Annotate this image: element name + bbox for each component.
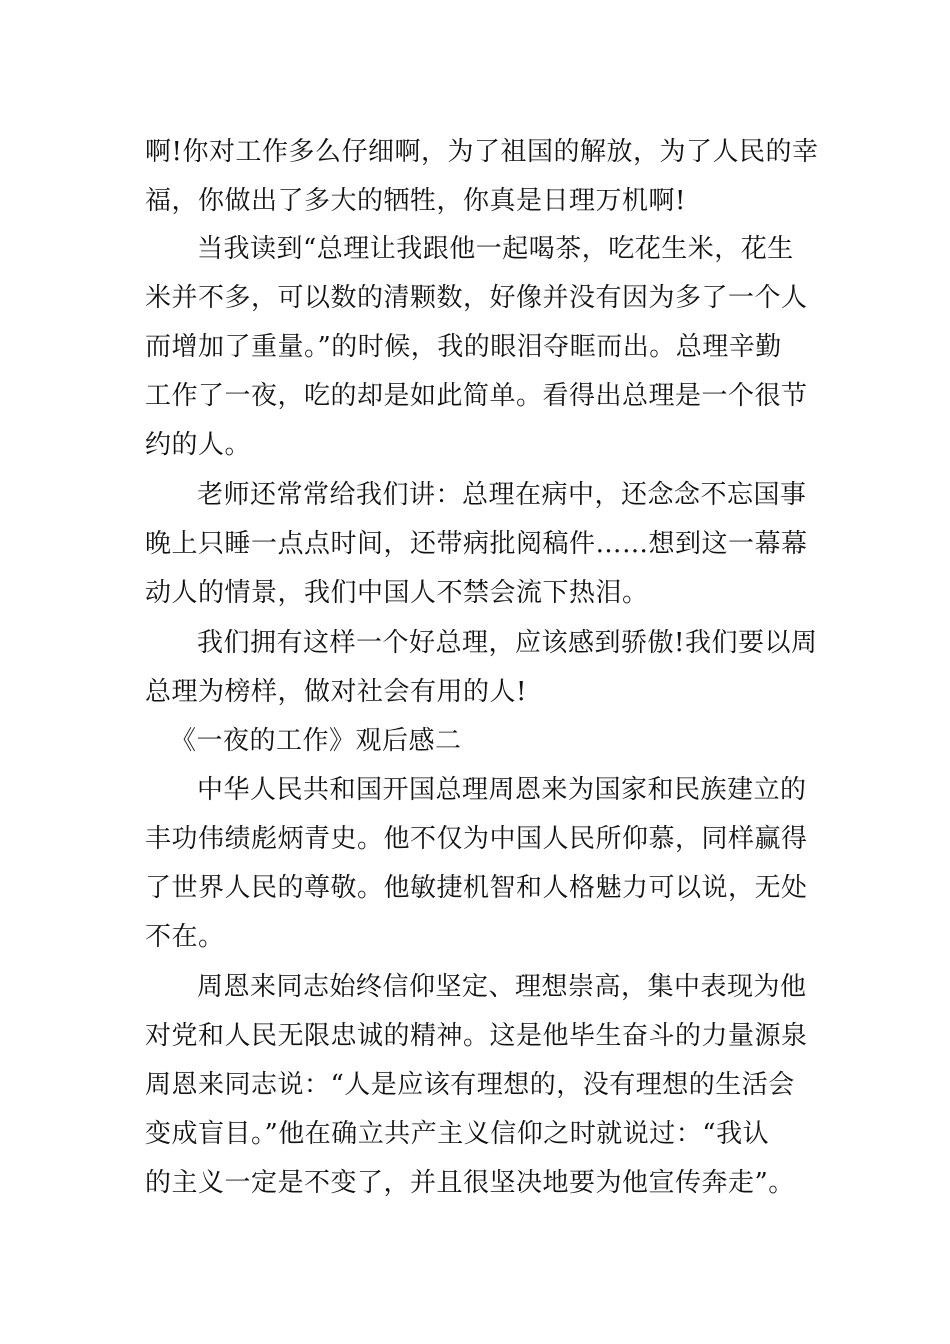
text-line: 米并不多，可以数的清颗数，好像并没有因为多了一个人 bbox=[145, 283, 808, 313]
text-line: 周恩来同志说：“人是应该有理想的，没有理想的生活会 bbox=[145, 1070, 795, 1100]
text-line: 动人的情景，我们中国人不禁会流下热泪。 bbox=[145, 578, 649, 608]
text-line: 变成盲目。”他在确立共产主义信仰之时就说过：“我认 bbox=[145, 1119, 770, 1149]
text-line: 周恩来同志始终信仰坚定、理想崇高，集中表现为他 bbox=[197, 972, 807, 1002]
text-line: 而增加了重量。”的时候，我的眼泪夺眶而出。总理辛勤 bbox=[145, 332, 782, 362]
text-line: 晚上只睡一点点时间，还带病批阅稿件……想到这一幕幕 bbox=[145, 529, 808, 559]
text-line: 老师还常常给我们讲：总理在病中，还念念不忘国事 bbox=[197, 480, 807, 510]
section-title: 《一夜的工作》观后感二 bbox=[170, 726, 462, 756]
text-line: 约的人。 bbox=[145, 430, 252, 460]
text-line: 当我读到“总理让我跟他一起喝茶，吃花生米，花生 bbox=[197, 234, 794, 264]
text-line: 对党和人民无限忠诚的精神。这是他毕生奋斗的力量源泉 bbox=[145, 1021, 808, 1051]
text-line: 了世界人民的尊敬。他敏捷机智和人格魅力可以说，无处 bbox=[145, 873, 808, 903]
text-line: 不在。 bbox=[145, 922, 225, 952]
text-line: 中华人民共和国开国总理周恩来为国家和民族建立的 bbox=[197, 775, 807, 805]
text-line: 总理为榜样，做对社会有用的人! bbox=[145, 677, 527, 707]
text-line: 工作了一夜，吃的却是如此简单。看得出总理是一个很节 bbox=[145, 381, 808, 411]
text-line: 丰功伟绩彪炳青史。他不仅为中国人民所仰慕，同样赢得 bbox=[145, 824, 808, 854]
text-line: 啊!你对工作多么仔细啊，为了祖国的解放，为了人民的幸 bbox=[145, 137, 819, 167]
text-line: 福，你做出了多大的牺牲，你真是日理万机啊! bbox=[145, 186, 686, 216]
text-line: 我们拥有这样一个好总理，应该感到骄傲!我们要以周 bbox=[197, 628, 818, 658]
text-line: 的主义一定是不变了，并且很坚决地要为他宣传奔走”。 bbox=[145, 1168, 795, 1198]
